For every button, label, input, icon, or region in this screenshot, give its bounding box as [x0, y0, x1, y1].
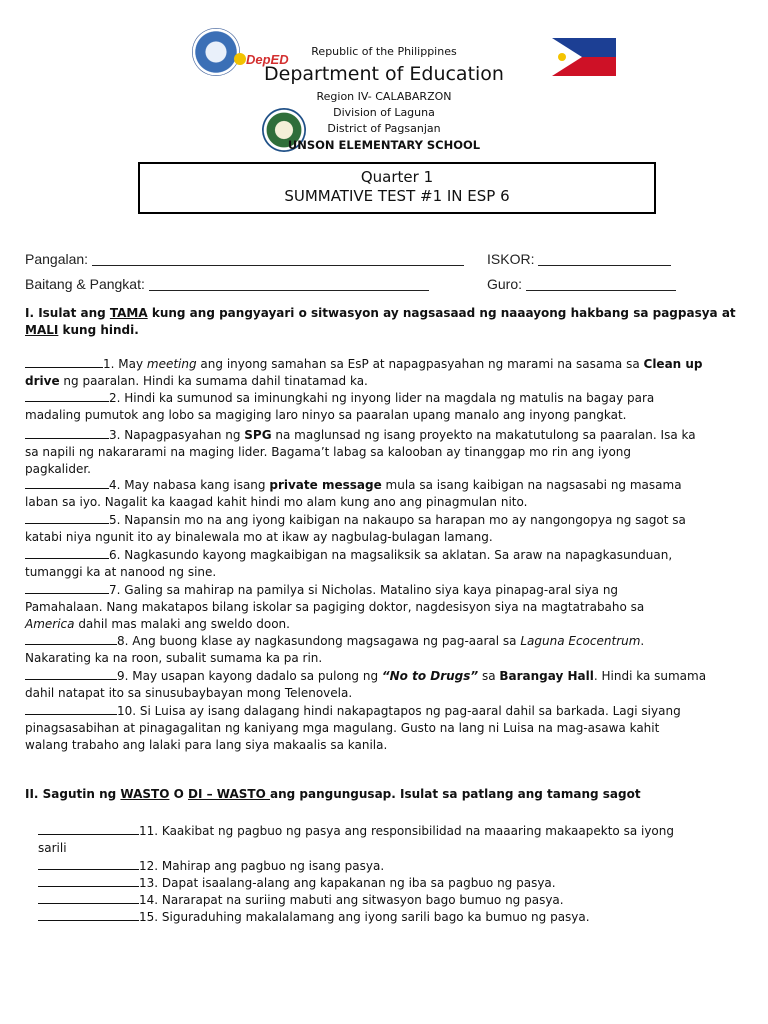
question-text: Barangay Hall — [499, 669, 594, 683]
question-text: Ang buong klase ay nagkasundong magsagawa ng pag-aaral sa — [128, 634, 521, 648]
section-1-text: kung ang pangyayari o sitwasyon ay nagsasaad ng naaayong hakbang sa pagpasya at — [147, 306, 736, 320]
question-text: Nagkasundo kayong magkaibigan na magsaliksik sa aklatan. Sa araw na napagkasunduan, — [120, 548, 673, 562]
question-text: Mahirap ang pagbuo ng isang pasya. — [158, 859, 385, 873]
answer-blank[interactable] — [38, 823, 139, 835]
name-field[interactable] — [25, 251, 464, 267]
svg-text:DepED: DepED — [246, 52, 289, 67]
district-line: District of Pagsanjan — [327, 122, 441, 135]
question-9 — [25, 668, 745, 702]
name-blank[interactable] — [92, 265, 464, 266]
question-number: 9. — [117, 669, 129, 683]
quarter-label: Quarter 1 — [360, 168, 434, 186]
question-11 — [38, 823, 738, 857]
di-wasto-keyword: DI – WASTO — [188, 787, 270, 801]
answer-blank[interactable] — [25, 477, 109, 489]
teacher-field[interactable] — [487, 276, 676, 292]
question-number: 11. — [139, 824, 159, 838]
question-number: 4. — [109, 478, 121, 492]
question-13 — [38, 875, 738, 892]
question-text: Hindi ka sumunod sa iminungkahi ng inyong lider na magdala ng matulis na bagay para — [120, 391, 655, 405]
answer-blank[interactable] — [25, 703, 117, 715]
question-text: katabi niya ngunit ito ay binalewala mo at ikaw ay nagbulag-bulagan lamang. — [25, 530, 493, 544]
question-number: 7. — [109, 583, 121, 597]
question-12 — [38, 858, 738, 875]
answer-blank[interactable] — [38, 875, 139, 887]
question-text: May usapan kayong dadalo sa pulong ng — [128, 669, 382, 683]
question-text: Napansin mo na ang iyong kaibigan na nakaupo sa harapan mo ay nangongopya ng sagot sa — [120, 513, 686, 527]
teacher-label: Guro: — [487, 276, 523, 292]
answer-blank[interactable] — [38, 892, 139, 904]
question-text: meeting — [146, 357, 197, 371]
question-text: Nararapat na suriing mabuti ang sitwasyon bago bumuo ng pasya. — [158, 893, 564, 907]
section-1-text: kung hindi. — [58, 323, 139, 337]
grade-section-label: Baitang & Pangkat: — [25, 276, 145, 292]
question-1 — [25, 356, 745, 390]
question-text: Kaakibat ng pagbuo ng pasya ang responsibilidad na maaaring makaapekto sa iyong — [158, 824, 674, 838]
question-text: Clean up — [643, 357, 703, 371]
question-text: sa — [478, 669, 500, 683]
region-line: Region IV- CALABARZON — [316, 90, 452, 103]
question-2 — [25, 390, 745, 424]
question-number: 13. — [139, 876, 159, 890]
question-text: Dapat isaalang-alang ang kapakanan ng iba sa pagbuo ng pasya. — [158, 876, 556, 890]
school-name: UNSON ELEMENTARY SCHOOL — [287, 138, 481, 152]
question-14 — [38, 892, 738, 909]
question-15 — [38, 909, 738, 926]
question-text: Si Luisa ay isang dalagang hindi nakapagtapos ng pag-aaral dahil sa barkada. Lagi siyang — [136, 704, 681, 718]
score-field[interactable] — [487, 251, 671, 267]
question-number: 6. — [109, 548, 121, 562]
question-text: drive — [25, 374, 60, 388]
question-number: 8. — [117, 634, 129, 648]
test-title: SUMMATIVE TEST #1 IN ESP 6 — [284, 187, 510, 205]
question-5 — [25, 512, 745, 546]
answer-blank[interactable] — [25, 547, 109, 559]
score-blank[interactable] — [538, 265, 671, 266]
section-2-text: ang pangungusap. Isulat sa patlang ang tamang sagot — [269, 787, 641, 801]
section-2-text: O — [169, 787, 188, 801]
section-2-instructions — [25, 786, 745, 803]
question-4 — [25, 477, 745, 511]
section-2-text: II. Sagutin ng — [25, 787, 121, 801]
question-text: May nabasa kang isang — [120, 478, 270, 492]
question-text: Siguraduhing makalalamang ang iyong sarili bago ka bumuo ng pasya. — [158, 910, 590, 924]
answer-blank[interactable] — [25, 390, 109, 402]
answer-blank[interactable] — [25, 633, 117, 645]
question-text: sa napili ng nakararami na maging lider. Bagama’t labag sa kalooban ay tinanggap mo rin ang iyong — [25, 445, 632, 459]
answer-blank[interactable] — [25, 512, 109, 524]
question-text: ng paaralan. Hindi ka sumama dahil tinatamad ka. — [59, 374, 368, 388]
question-text: madaling pumutok ang lobo sa magiging laro ninyo sa paaralan upang manalo ang inyong pangkat. — [25, 408, 627, 422]
question-text: sarili — [38, 841, 67, 855]
question-8 — [25, 633, 745, 667]
question-text: private message — [269, 478, 382, 492]
teacher-blank[interactable] — [526, 290, 676, 291]
mali-keyword: MALI — [25, 323, 59, 337]
section-1-text: I. Isulat ang — [25, 306, 110, 320]
question-text: Galing sa mahirap na pamilya si Nicholas. Matalino siya kaya pinapag-aral siya ng — [120, 583, 619, 597]
grade-section-field[interactable] — [25, 276, 429, 292]
question-text: na maglunsad ng isang proyekto na makatutulong sa paaralan. Isa ka — [271, 428, 696, 442]
question-text: Napagpasyahan ng — [120, 428, 245, 442]
tama-keyword: TAMA — [109, 306, 148, 320]
question-number: 3. — [109, 428, 121, 442]
question-text: Nakarating ka na roon, subalit sumama ka pa rin. — [25, 651, 323, 665]
score-label: ISKOR: — [487, 251, 535, 267]
question-text: tumanggi ka at nanood ng sine. — [25, 565, 217, 579]
answer-blank[interactable] — [25, 356, 103, 368]
division-line: Division of Laguna — [333, 106, 435, 119]
question-7 — [25, 582, 745, 633]
question-text: ang inyong samahan sa EsP at napagpasyahan ng marami na sasama sa — [196, 357, 644, 371]
question-text: America — [25, 617, 75, 631]
department-title: Department of Education — [264, 63, 504, 85]
answer-blank[interactable] — [38, 858, 139, 870]
answer-blank[interactable] — [38, 909, 139, 921]
question-number: 12. — [139, 859, 159, 873]
question-text: mula sa isang kaibigan na nagsasabi ng masama — [381, 478, 682, 492]
question-3 — [25, 427, 745, 478]
republic-line: Republic of the Philippines — [311, 45, 457, 58]
question-text: dahil mas malaki ang sweldo doon. — [74, 617, 290, 631]
question-text: pinagsasabihan at pinagagalitan ng kaniyang mga magulang. Gusto na lang ni Luisa na mag-asawa kahit — [25, 721, 660, 735]
question-number: 15. — [139, 910, 159, 924]
answer-blank[interactable] — [25, 668, 117, 680]
question-text: “No to Drugs” — [381, 669, 479, 683]
question-10 — [25, 703, 745, 754]
question-text: May — [114, 357, 147, 371]
question-number: 1. — [103, 357, 115, 371]
question-text: walang trabaho ang lalaki para lang siya makaalis sa kanila. — [25, 738, 388, 752]
question-number: 5. — [109, 513, 121, 527]
question-number: 14. — [139, 893, 159, 907]
question-text: . — [640, 634, 645, 648]
question-text: Pamahalaan. Nang makatapos bilang iskolar sa pagiging doktor, nagdesisyon siya na magtatrabaho sa — [25, 600, 645, 614]
question-text: . Hindi ka sumama — [593, 669, 707, 683]
question-6 — [25, 547, 745, 581]
section-1-instructions — [25, 305, 745, 339]
question-text: SPG — [244, 428, 272, 442]
question-text: pagkalider. — [25, 462, 91, 476]
answer-blank[interactable] — [25, 582, 109, 594]
question-text: dahil natapat ito sa sinusubaybayan mong Telenovela. — [25, 686, 353, 700]
question-text: laban sa iyo. Nagalit ka kaagad kahit hindi mo alam kung ano ang pinagmulan nito. — [25, 495, 528, 509]
document-header — [0, 0, 768, 160]
grade-section-blank[interactable] — [149, 290, 429, 291]
test-title-box — [138, 162, 656, 214]
question-number: 2. — [109, 391, 121, 405]
answer-blank[interactable] — [25, 427, 109, 439]
question-number: 10. — [117, 704, 137, 718]
question-text: Laguna Ecocentrum — [520, 634, 641, 648]
name-label: Pangalan: — [25, 251, 89, 267]
wasto-keyword: WASTO — [120, 787, 170, 801]
